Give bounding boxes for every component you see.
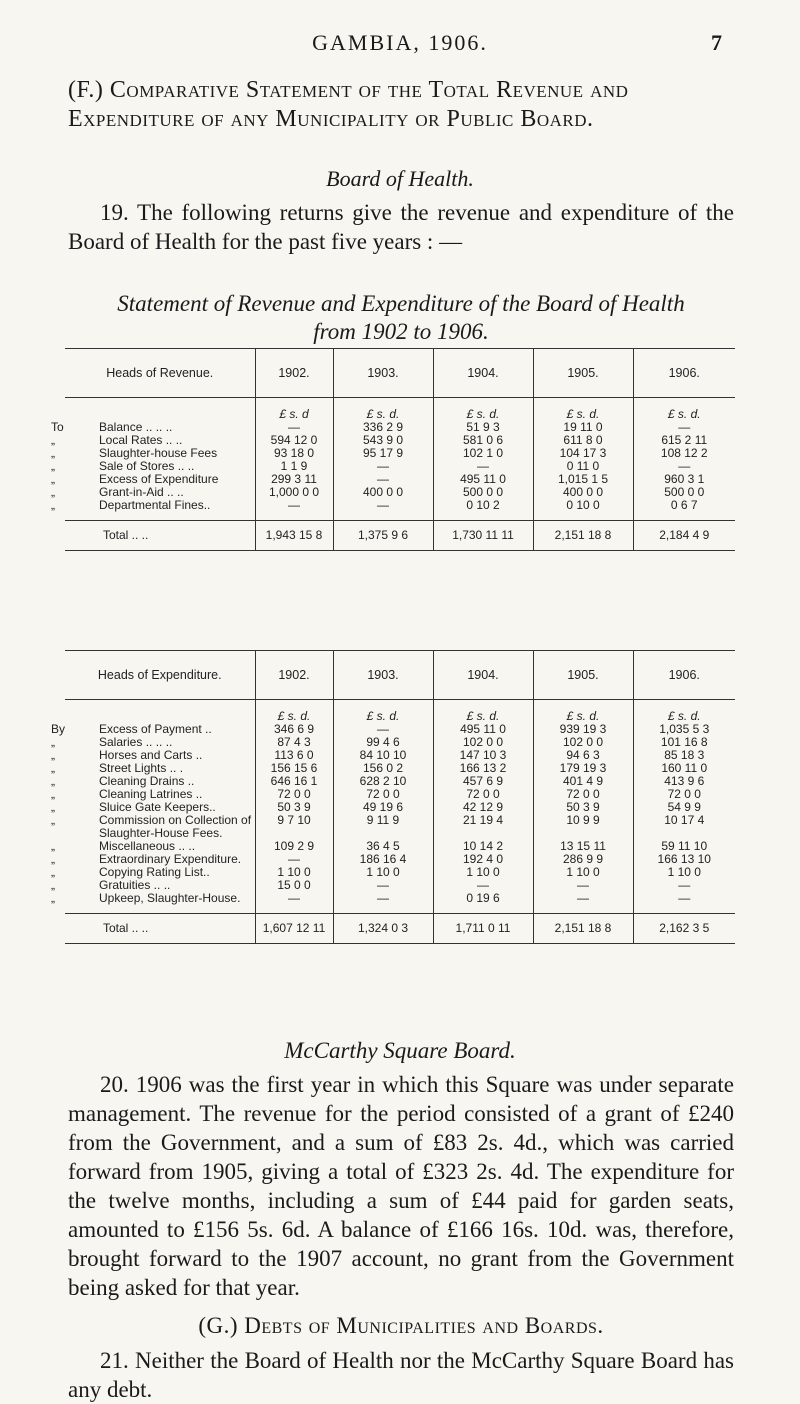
- expenditure-value-cell: 147 10 3: [433, 749, 533, 762]
- expenditure-value-cell: 457 6 9: [433, 775, 533, 788]
- revenue-total-value: 2,184 4 9: [633, 521, 735, 551]
- revenue-value-cell: 0 11 0: [533, 460, 633, 473]
- expenditure-total-row: [65, 914, 735, 944]
- expenditure-value-cell: —: [633, 892, 735, 914]
- expenditure-unit-cell: £ s. d.: [433, 700, 533, 724]
- expenditure-value-cell: 346 6 9: [255, 723, 333, 736]
- expenditure-value-cell: 84 10 10: [333, 749, 433, 762]
- section-g-heading: (G.) Debts of Municipalities and Boards.: [198, 1313, 604, 1338]
- expenditure-value-cell: 1 10 0: [633, 866, 735, 879]
- expenditure-value-cell: 72 0 0: [255, 788, 333, 801]
- revenue-value-cell: 19 11 0: [533, 421, 633, 434]
- expenditure-value-cell: 160 11 0: [633, 762, 735, 775]
- expenditure-value-cell: 10 9 9: [533, 814, 633, 840]
- revenue-value-cell: —: [255, 421, 333, 434]
- revenue-row-lead: „: [51, 498, 55, 512]
- revenue-value-cell: 104 17 3: [533, 447, 633, 460]
- expenditure-value-cell: 1 10 0: [433, 866, 533, 879]
- expenditure-value-cell: 36 4 5: [333, 840, 433, 853]
- expenditure-row-label: [51, 891, 255, 914]
- expenditure-value-cell: 72 0 0: [333, 788, 433, 801]
- revenue-value-cell: —: [333, 473, 433, 486]
- revenue-unit-cell: £ s. d.: [433, 398, 533, 422]
- expenditure-unit-cell: £ s. d.: [333, 700, 433, 724]
- expenditure-value-cell: 50 3 9: [255, 801, 333, 814]
- expenditure-value-cell: 1 10 0: [255, 866, 333, 879]
- expenditure-row-lead: „: [51, 761, 55, 775]
- expenditure-value-cell: 192 4 0: [433, 853, 533, 866]
- revenue-value-cell: —: [633, 460, 735, 473]
- expenditure-total-value: 2,162 3 5: [633, 914, 735, 944]
- expenditure-row-label-text: Commission on Collection of Slaughter-House Fees.: [99, 813, 252, 840]
- expenditure-value-cell: 186 16 4: [333, 853, 433, 866]
- expenditure-value-cell: 166 13 2: [433, 762, 533, 775]
- expenditure-header-3: 1904.: [433, 651, 533, 700]
- revenue-value-cell: 93 18 0: [255, 447, 333, 460]
- expenditure-value-cell: —: [255, 853, 333, 866]
- expenditure-row-label-text: Copying Rating List..: [99, 865, 210, 879]
- expenditure-row-label-text: Miscellaneous .. ..: [99, 839, 196, 853]
- expenditure-value-cell: 102 0 0: [433, 736, 533, 749]
- expenditure-value-cell: 85 18 3: [633, 749, 735, 762]
- expenditure-value-cell: —: [255, 892, 333, 914]
- expenditure-value-cell: 59 11 10: [633, 840, 735, 853]
- expenditure-value-cell: 939 19 3: [533, 723, 633, 736]
- revenue-row-label: [51, 498, 255, 521]
- expenditure-row-lead: „: [51, 774, 55, 788]
- expenditure-value-cell: 1 10 0: [333, 866, 433, 879]
- expenditure-value-cell: 49 19 6: [333, 801, 433, 814]
- page-number: 7: [711, 30, 722, 55]
- revenue-total-row: [65, 521, 735, 551]
- revenue-units-row: [65, 398, 735, 422]
- revenue-value-cell: 400 0 0: [333, 486, 433, 499]
- expenditure-value-cell: 10 14 2: [433, 840, 533, 853]
- revenue-row-label-text: Slaughter-house Fees: [99, 446, 218, 460]
- revenue-value-cell: 1,000 0 0: [255, 486, 333, 499]
- revenue-row: [65, 499, 735, 521]
- statement-title-line2: from 1902 to 1906.: [313, 319, 489, 344]
- revenue-header-4: 1905.: [533, 349, 633, 398]
- expenditure-value-cell: 72 0 0: [533, 788, 633, 801]
- expenditure-value-cell: —: [333, 892, 433, 914]
- expenditure-value-cell: 102 0 0: [533, 736, 633, 749]
- revenue-table: [51, 348, 735, 551]
- revenue-total-value: 1,943 15 8: [255, 521, 333, 551]
- expenditure-value-cell: 13 15 11: [533, 840, 633, 853]
- expenditure-value-cell: 628 2 10: [333, 775, 433, 788]
- expenditure-unit-cell: [65, 700, 255, 724]
- expenditure-row-label-text: Cleaning Latrines ..: [99, 787, 203, 801]
- expenditure-total-value: 1,711 0 11: [433, 914, 533, 944]
- expenditure-row-lead: „: [51, 878, 55, 892]
- expenditure-value-cell: 15 0 0: [255, 879, 333, 892]
- revenue-row-lead: „: [51, 485, 55, 499]
- expenditure-value-cell: —: [333, 723, 433, 736]
- expenditure-row-lead: „: [51, 800, 55, 814]
- revenue-header-5: 1906.: [633, 349, 735, 398]
- revenue-total-value: 1,375 9 6: [333, 521, 433, 551]
- revenue-value-cell: 543 9 0: [333, 434, 433, 447]
- revenue-header-2: 1903.: [333, 349, 433, 398]
- section-f-heading: (F.) Comparative Statement of the Total Revenue and Expenditure of any Municipality or Public Board.: [68, 77, 629, 132]
- expenditure-row-lead: „: [51, 813, 55, 827]
- revenue-row-label-text: Excess of Expenditure: [99, 472, 219, 486]
- revenue-value-cell: 500 0 0: [433, 486, 533, 499]
- revenue-row-lead: „: [51, 459, 55, 473]
- expenditure-value-cell: 72 0 0: [633, 788, 735, 801]
- expenditure-value-cell: 9 11 9: [333, 814, 433, 840]
- revenue-unit-cell: [65, 398, 255, 422]
- expenditure-row-label-text: Upkeep, Slaughter-House.: [99, 891, 241, 905]
- expenditure-row-lead: „: [51, 852, 55, 866]
- expenditure-row-lead: „: [51, 735, 55, 749]
- revenue-value-cell: 51 9 3: [433, 421, 533, 434]
- revenue-value-cell: 0 6 7: [633, 499, 735, 521]
- revenue-row-lead: „: [51, 472, 55, 486]
- expenditure-row: [65, 814, 735, 840]
- revenue-unit-cell: £ s. d.: [633, 398, 735, 422]
- revenue-header-0: Heads of Revenue.: [65, 349, 255, 398]
- expenditure-value-cell: 101 16 8: [633, 736, 735, 749]
- revenue-value-cell: 299 3 11: [255, 473, 333, 486]
- running-head-title: GAMBIA, 1906.: [312, 30, 488, 55]
- expenditure-value-cell: 495 11 0: [433, 723, 533, 736]
- revenue-value-cell: 102 1 0: [433, 447, 533, 460]
- expenditure-row-label-text: Excess of Payment ..: [99, 722, 212, 736]
- revenue-total-value: 1,730 11 11: [433, 521, 533, 551]
- revenue-value-cell: 611 8 0: [533, 434, 633, 447]
- revenue-row-label-text: Sale of Stores .. ..: [99, 459, 195, 473]
- revenue-value-cell: 500 0 0: [633, 486, 735, 499]
- expenditure-total-label: Total .. ..: [65, 914, 255, 944]
- expenditure-value-cell: 94 6 3: [533, 749, 633, 762]
- expenditure-row-lead: „: [51, 787, 55, 801]
- paragraph-19: 19. The following returns give the revenue and expenditure of the Board of Health for the past five years : —: [68, 200, 734, 254]
- expenditure-row-label: [51, 813, 255, 840]
- expenditure-row-label-text: Extraordinary Expenditure.: [99, 852, 242, 866]
- expenditure-value-cell: —: [533, 892, 633, 914]
- revenue-row-label-text: Local Rates .. ..: [99, 433, 183, 447]
- revenue-value-cell: 960 3 1: [633, 473, 735, 486]
- expenditure-value-cell: 286 9 9: [533, 853, 633, 866]
- revenue-header-row: [65, 349, 735, 398]
- expenditure-value-cell: 1,035 5 3: [633, 723, 735, 736]
- revenue-value-cell: —: [333, 499, 433, 521]
- expenditure-value-cell: 413 9 6: [633, 775, 735, 788]
- revenue-unit-cell: £ s. d.: [333, 398, 433, 422]
- expenditure-value-cell: 156 0 2: [333, 762, 433, 775]
- revenue-unit-cell: £ s. d: [255, 398, 333, 422]
- expenditure-row: [65, 892, 735, 914]
- expenditure-header-5: 1906.: [633, 651, 735, 700]
- expenditure-header-2: 1903.: [333, 651, 433, 700]
- expenditure-value-cell: 54 9 9: [633, 801, 735, 814]
- expenditure-value-cell: 166 13 10: [633, 853, 735, 866]
- expenditure-unit-cell: £ s. d.: [533, 700, 633, 724]
- statement-title-line1: Statement of Revenue and Expenditure of the Board of Health: [117, 291, 685, 316]
- expenditure-value-cell: 87 4 3: [255, 736, 333, 749]
- expenditure-value-cell: —: [533, 879, 633, 892]
- revenue-row-label-text: Balance .. .. ..: [99, 420, 173, 434]
- revenue-value-cell: 615 2 11: [633, 434, 735, 447]
- revenue-value-cell: 0 10 0: [533, 499, 633, 521]
- expenditure-unit-cell: £ s. d.: [633, 700, 735, 724]
- expenditure-value-cell: —: [333, 879, 433, 892]
- expenditure-value-cell: —: [433, 879, 533, 892]
- expenditure-value-cell: —: [633, 879, 735, 892]
- revenue-header-1: 1902.: [255, 349, 333, 398]
- expenditure-row-lead: By: [51, 722, 66, 736]
- revenue-value-cell: 108 12 2: [633, 447, 735, 460]
- revenue-value-cell: —: [255, 499, 333, 521]
- revenue-total-label: Total .. ..: [65, 521, 255, 551]
- revenue-value-cell: 0 10 2: [433, 499, 533, 521]
- expenditure-header-1: 1902.: [255, 651, 333, 700]
- expenditure-value-cell: 10 17 4: [633, 814, 735, 840]
- expenditure-value-cell: 1 10 0: [533, 866, 633, 879]
- expenditure-value-cell: 21 19 4: [433, 814, 533, 840]
- revenue-value-cell: 581 0 6: [433, 434, 533, 447]
- revenue-value-cell: —: [333, 460, 433, 473]
- expenditure-value-cell: 99 4 6: [333, 736, 433, 749]
- expenditure-unit-cell: £ s. d.: [255, 700, 333, 724]
- expenditure-row-label-text: Sluice Gate Keepers..: [99, 800, 216, 814]
- revenue-header-3: 1904.: [433, 349, 533, 398]
- expenditure-row-label-text: Cleaning Drains ..: [99, 774, 195, 788]
- expenditure-row-lead: „: [51, 748, 55, 762]
- mccarthy-square-title: McCarthy Square Board.: [284, 1038, 516, 1063]
- expenditure-total-value: 2,151 18 8: [533, 914, 633, 944]
- expenditure-row-label-text: Street Lights .. .: [99, 761, 184, 775]
- revenue-unit-cell: £ s. d.: [533, 398, 633, 422]
- expenditure-table: [51, 650, 735, 944]
- expenditure-value-cell: 156 15 6: [255, 762, 333, 775]
- expenditure-row-label-text: Horses and Carts ..: [99, 748, 203, 762]
- expenditure-header-row: [65, 651, 735, 700]
- revenue-value-cell: 336 2 9: [333, 421, 433, 434]
- paragraph-21: 21. Neither the Board of Health nor the McCarthy Square Board has any debt.: [68, 1348, 734, 1402]
- paragraph-20: 20. 1906 was the first year in which this Square was under separate management. The revenue for the period consisted of a grant of £240 from the Government, and a sum of £83 2s. 4d., which was carried forward from 1905, giving a total of £323 2s. 4d. The expenditure for the twelve months, including a sum of £44 paid for garden seats, amounted to £156 5s. 6d. A balance of £166 16s. 10d. was, therefore, brought forward to the 1907 account, no grant from the Government being asked for that year.: [68, 1072, 734, 1300]
- expenditure-value-cell: 72 0 0: [433, 788, 533, 801]
- revenue-row-label-text: Grant-in-Aid .. ..: [99, 485, 184, 499]
- running-head: [0, 30, 800, 56]
- revenue-row-lead: „: [51, 446, 55, 460]
- expenditure-row-lead: „: [51, 839, 55, 853]
- revenue-value-cell: 495 11 0: [433, 473, 533, 486]
- expenditure-value-cell: 113 6 0: [255, 749, 333, 762]
- revenue-value-cell: 594 12 0: [255, 434, 333, 447]
- expenditure-value-cell: 42 12 9: [433, 801, 533, 814]
- revenue-row-lead: „: [51, 433, 55, 447]
- revenue-row-label-text: Departmental Fines..: [99, 498, 211, 512]
- revenue-value-cell: 400 0 0: [533, 486, 633, 499]
- expenditure-value-cell: 109 2 9: [255, 840, 333, 853]
- expenditure-value-cell: 50 3 9: [533, 801, 633, 814]
- expenditure-value-cell: 646 16 1: [255, 775, 333, 788]
- expenditure-header-0: Heads of Expenditure.: [65, 651, 255, 700]
- expenditure-value-cell: 179 19 3: [533, 762, 633, 775]
- expenditure-row-label-text: Gratuities .. ..: [99, 878, 171, 892]
- statement-title: [68, 290, 734, 346]
- expenditure-total-value: 1,324 0 3: [333, 914, 433, 944]
- expenditure-row-lead: „: [51, 865, 55, 879]
- revenue-value-cell: 1 1 9: [255, 460, 333, 473]
- revenue-value-cell: 1,015 1 5: [533, 473, 633, 486]
- expenditure-header-4: 1905.: [533, 651, 633, 700]
- revenue-row-lead: To: [51, 420, 64, 434]
- revenue-total-value: 2,151 18 8: [533, 521, 633, 551]
- expenditure-units-row: [65, 700, 735, 724]
- expenditure-value-cell: 0 19 6: [433, 892, 533, 914]
- expenditure-value-cell: 9 7 10: [255, 814, 333, 840]
- expenditure-row-label-text: Salaries .. .. ..: [99, 735, 173, 749]
- board-of-health-title: Board of Health.: [326, 166, 474, 191]
- revenue-value-cell: —: [433, 460, 533, 473]
- expenditure-total-value: 1,607 12 11: [255, 914, 333, 944]
- revenue-value-cell: —: [633, 421, 735, 434]
- revenue-value-cell: 95 17 9: [333, 447, 433, 460]
- expenditure-value-cell: 401 4 9: [533, 775, 633, 788]
- expenditure-row-lead: „: [51, 891, 55, 905]
